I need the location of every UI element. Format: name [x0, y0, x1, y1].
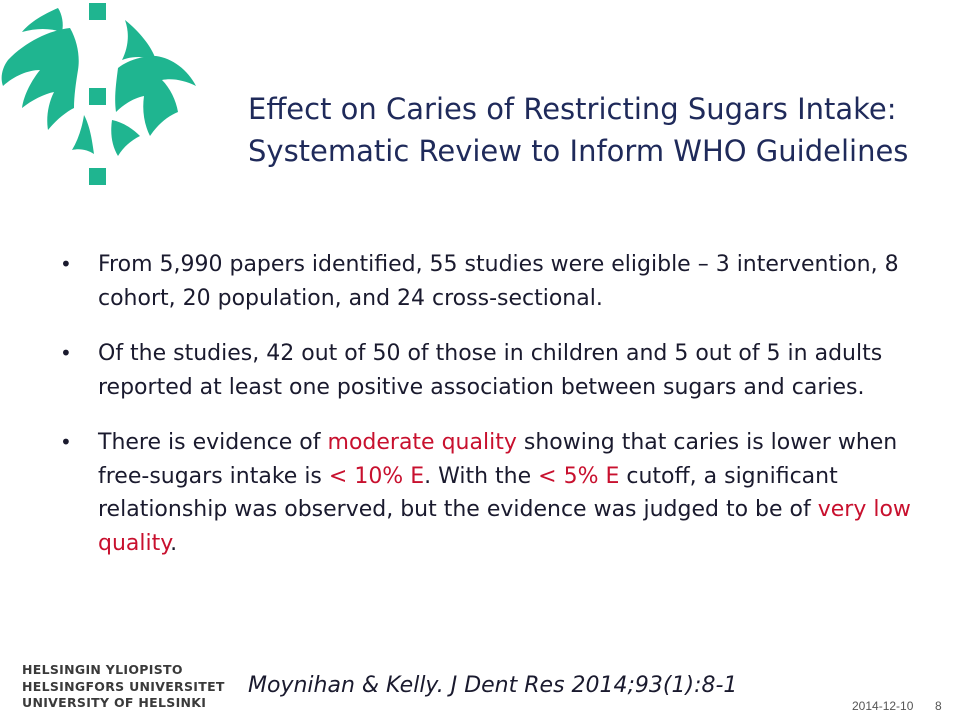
page-number: 8	[935, 699, 942, 713]
university-wordmark	[22, 662, 225, 712]
slide-title-line-2: Systematic Review to Inform WHO Guidelines	[248, 134, 909, 168]
bullet-text: Of the studies, 42 out of 50 of those in children and 5 out of 5 in adults reported at least one positive association between sugars and caries.	[98, 341, 883, 400]
university-name-swedish: HELSINGFORS UNIVERSITET	[22, 678, 225, 694]
bullet-item	[60, 337, 940, 404]
bullet-item	[60, 426, 940, 560]
citation: Moynihan & Kelly. J Dent Res 2014;93(1):8-1	[248, 673, 738, 698]
bullet-dot-icon: •	[60, 430, 72, 454]
bullet-text: There is evidence of	[98, 430, 328, 455]
university-name-finnish: HELSINGIN YLIOPISTO	[22, 662, 183, 677]
slide-title-line-1: Effect on Caries of Restricting Sugars Intake:	[248, 92, 897, 126]
bullet-text: . With the	[424, 463, 539, 489]
bullet-text: cutoff, a significant relationship was observed, but the evidence was judged to be of	[98, 463, 838, 522]
bullet-text: .	[170, 530, 178, 556]
bullet-dot-icon: •	[60, 341, 72, 365]
slide-date: 2014-12-10	[852, 699, 914, 713]
highlighted-text: moderate quality	[327, 430, 517, 455]
highlighted-text: < 5% E	[538, 463, 620, 489]
highlighted-text: < 10% E	[328, 463, 425, 489]
bullet-list	[60, 248, 940, 582]
bullet-item	[60, 248, 940, 315]
slide-title	[248, 88, 948, 172]
bullet-text: From 5,990 papers identified, 55 studies were eligible – 3 intervention, 8 cohort, 20 population, and 24 cross-sectional.	[98, 252, 899, 311]
university-of-helsinki-flame-logo	[0, 0, 210, 200]
bullet-text: showing that caries is lower when free-sugars intake is	[98, 430, 898, 489]
university-name-english: UNIVERSITY OF HELSINKI	[22, 695, 207, 710]
highlighted-text: very low quality	[98, 497, 911, 556]
bullet-dot-icon: •	[60, 252, 72, 276]
